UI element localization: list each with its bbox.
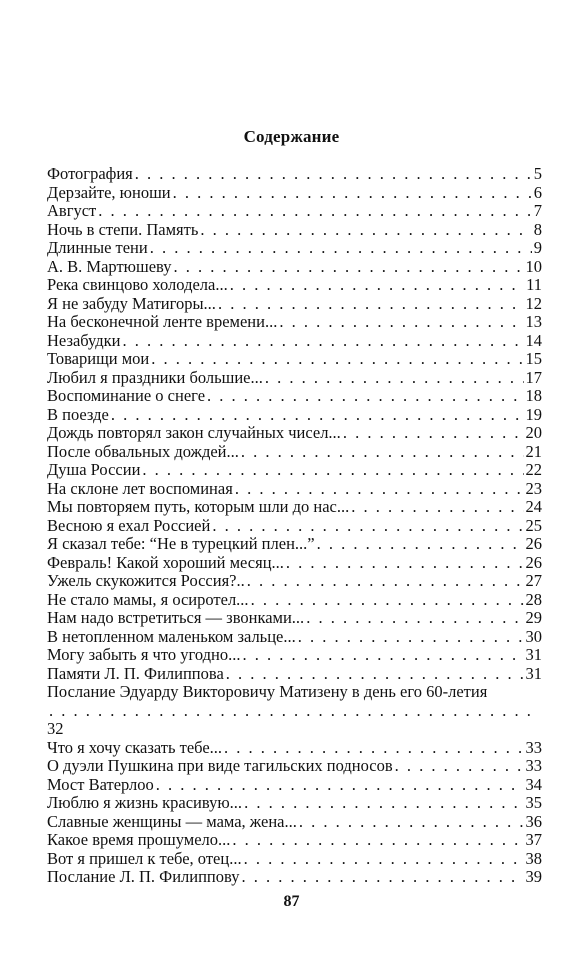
dot-leader bbox=[230, 276, 524, 295]
toc-entry bbox=[47, 554, 542, 573]
toc-entry-title: Не стало мамы, я осиротел... bbox=[47, 589, 249, 609]
dot-leader bbox=[135, 165, 532, 184]
toc-entry-title: Что я хочу сказать тебе... bbox=[47, 737, 223, 757]
toc-entry bbox=[47, 776, 542, 795]
toc-entry-page: 28 bbox=[525, 589, 542, 609]
toc-entry-page: 19 bbox=[525, 404, 542, 424]
toc-entry-title: Любил я праздники большие... bbox=[47, 367, 263, 387]
toc-heading: Содержание bbox=[243, 127, 340, 146]
toc-entry bbox=[47, 609, 542, 628]
toc-entry-page: 39 bbox=[525, 867, 542, 886]
dot-leader bbox=[247, 572, 524, 591]
toc-entry-title: Товарищи мои bbox=[47, 349, 150, 368]
dot-leader bbox=[244, 794, 523, 813]
toc-entry bbox=[47, 295, 542, 314]
toc-entry-page: 12 bbox=[525, 293, 542, 313]
dot-leader bbox=[218, 295, 524, 314]
toc-entry-page: 10 bbox=[525, 256, 542, 276]
toc-entry bbox=[47, 461, 542, 480]
toc-entry-title: Река свинцово холодела... bbox=[47, 275, 228, 294]
dot-leader bbox=[299, 813, 524, 832]
toc-entry-page: 24 bbox=[525, 497, 542, 516]
toc-entry-page: 18 bbox=[525, 386, 542, 405]
toc-entry bbox=[47, 313, 542, 332]
dot-leader bbox=[241, 443, 524, 462]
toc-entry bbox=[47, 868, 542, 887]
dot-leader bbox=[123, 332, 524, 351]
toc-entry-title: После обвальных дождей... bbox=[47, 441, 239, 461]
toc-entry-title: Послание Л. П. Филиппову bbox=[47, 867, 240, 886]
toc-entry-page: 36 bbox=[525, 811, 542, 831]
toc-entry-title: Август bbox=[47, 201, 97, 220]
toc-entry-page: 30 bbox=[525, 626, 542, 646]
toc-entry bbox=[47, 480, 542, 499]
toc-entry-page: 14 bbox=[525, 330, 542, 350]
dot-leader bbox=[242, 646, 523, 665]
toc-entry-title: Незабудки bbox=[47, 330, 121, 350]
toc-entry-title: Послание Эдуарду Викторовичу Матизену в день его 60-летия bbox=[47, 682, 488, 701]
dot-leader bbox=[98, 202, 531, 221]
toc-entry-page: 29 bbox=[525, 608, 542, 627]
toc-entry-page: 8 bbox=[533, 219, 542, 239]
toc-entry bbox=[47, 646, 542, 665]
dot-leader bbox=[207, 387, 523, 406]
dot-leader bbox=[395, 757, 524, 776]
toc-entry bbox=[47, 443, 542, 462]
toc-entry-title: Душа России bbox=[47, 460, 141, 479]
toc-entry-title: Могу забыть я что угодно... bbox=[47, 645, 241, 664]
toc-entry-page: 7 bbox=[533, 201, 542, 220]
dot-leader bbox=[351, 498, 523, 517]
dot-leader bbox=[151, 350, 523, 369]
toc-entry-title: Ночь в степи. Память bbox=[47, 219, 199, 239]
toc-entry bbox=[47, 387, 542, 406]
dot-leader bbox=[244, 850, 524, 869]
toc-entry-title: Какое время прошумело... bbox=[47, 830, 231, 849]
toc-entry-title: Мы повторяем путь, которым шли до нас... bbox=[47, 497, 350, 516]
toc-entry-page: 33 bbox=[525, 756, 542, 775]
dot-leader bbox=[265, 369, 524, 388]
toc-entry bbox=[47, 628, 542, 647]
dot-leader bbox=[235, 480, 524, 499]
dot-leader bbox=[174, 258, 524, 277]
toc-entry bbox=[47, 683, 542, 739]
toc-entry-title: Я сказал тебе: “Не в турецкий плен...” bbox=[47, 534, 315, 553]
table-of-contents bbox=[47, 165, 542, 887]
toc-entry bbox=[47, 813, 542, 832]
toc-entry-page: 34 bbox=[525, 774, 542, 794]
toc-entry-title: Славные женщины — мама, жена... bbox=[47, 811, 297, 831]
toc-entry-page: 13 bbox=[525, 312, 542, 331]
toc-entry-title: На бесконечной ленте времени... bbox=[47, 312, 278, 331]
toc-entry-title: Памяти Л. П. Филиппова bbox=[47, 663, 224, 683]
toc-entry bbox=[47, 221, 542, 240]
toc-entry-title: Февраль! Какой хороший месяц... bbox=[47, 552, 284, 572]
dot-leader bbox=[298, 628, 524, 647]
toc-entry-page: 35 bbox=[525, 793, 542, 812]
toc-entry-title: В поезде bbox=[47, 404, 109, 424]
toc-entry-page: 26 bbox=[525, 552, 542, 572]
dot-leader bbox=[343, 424, 524, 443]
dot-leader bbox=[251, 591, 524, 610]
toc-entry-page: 31 bbox=[525, 663, 542, 683]
toc-entry-page: 32 bbox=[47, 719, 64, 738]
page-number: 87 bbox=[283, 893, 300, 910]
toc-entry bbox=[47, 350, 542, 369]
toc-entry-title: Люблю я жизнь красивую... bbox=[47, 793, 243, 812]
dot-leader bbox=[232, 831, 523, 850]
toc-entry-page: 33 bbox=[525, 737, 542, 757]
toc-entry-title: В нетопленном маленьком зальце... bbox=[47, 626, 296, 646]
toc-entry bbox=[47, 591, 542, 610]
toc-entry bbox=[47, 424, 542, 443]
toc-entry bbox=[47, 572, 542, 591]
toc-entry bbox=[47, 406, 542, 425]
toc-entry-title: Воспоминание о снеге bbox=[47, 386, 206, 405]
toc-entry bbox=[47, 739, 542, 758]
toc-entry-title: Дождь повторял закон случайных чисел... bbox=[47, 423, 341, 442]
toc-entry-page: 31 bbox=[525, 645, 542, 664]
toc-entry bbox=[47, 258, 542, 277]
toc-entry-title: Дерзайте, юноши bbox=[47, 182, 171, 202]
dot-leader bbox=[142, 461, 523, 480]
toc-entry-page: 26 bbox=[525, 534, 542, 553]
toc-entry-title: Мост Ватерлоо bbox=[47, 774, 154, 794]
toc-entry-title: Я не забуду Матигоры... bbox=[47, 293, 216, 313]
toc-entry bbox=[47, 850, 542, 869]
toc-entry bbox=[47, 498, 542, 517]
dot-leader bbox=[150, 239, 532, 258]
toc-entry-page: 25 bbox=[525, 515, 542, 535]
toc-entry bbox=[47, 831, 542, 850]
toc-entry bbox=[47, 794, 542, 813]
toc-entry bbox=[47, 369, 542, 388]
toc-entry-title: Весною я ехал Россией bbox=[47, 515, 211, 535]
dot-leader bbox=[242, 868, 524, 887]
toc-entry-page: 9 bbox=[533, 238, 542, 257]
toc-entry-page: 23 bbox=[525, 478, 542, 498]
toc-entry-title: Длинные тени bbox=[47, 238, 148, 257]
toc-entry bbox=[47, 202, 542, 221]
toc-entry-page: 21 bbox=[525, 441, 542, 461]
toc-entry bbox=[47, 535, 542, 554]
toc-entry-page: 11 bbox=[526, 275, 542, 294]
dot-leader bbox=[317, 535, 524, 554]
toc-entry-page: 38 bbox=[525, 848, 542, 868]
toc-entry-title: А. В. Мартюшеву bbox=[47, 256, 172, 276]
dot-leader bbox=[226, 665, 524, 684]
toc-entry bbox=[47, 517, 542, 536]
toc-entry bbox=[47, 276, 542, 295]
toc-entry bbox=[47, 184, 542, 203]
toc-entry-title: Нам надо встретиться — звонками... bbox=[47, 608, 305, 627]
toc-entry-page: 5 bbox=[533, 164, 542, 183]
toc-entry-page: 17 bbox=[525, 367, 542, 387]
dot-leader bbox=[212, 517, 523, 536]
toc-entry-page: 15 bbox=[525, 349, 542, 368]
toc-entry-title: Фотография bbox=[47, 164, 133, 183]
dot-leader bbox=[173, 184, 532, 203]
dot-leader bbox=[49, 702, 540, 721]
toc-entry-title: О дуэли Пушкина при виде тагильских подносов bbox=[47, 756, 393, 775]
dot-leader bbox=[111, 406, 524, 425]
toc-entry-page: 37 bbox=[525, 830, 542, 849]
toc-entry-title: На склоне лет воспоминая bbox=[47, 478, 233, 498]
toc-entry-page: 6 bbox=[533, 182, 542, 202]
toc-entry-page: 22 bbox=[525, 460, 542, 479]
dot-leader bbox=[224, 739, 523, 758]
toc-entry-page: 27 bbox=[525, 571, 542, 590]
dot-leader bbox=[286, 554, 524, 573]
dot-leader bbox=[279, 313, 523, 332]
toc-entry bbox=[47, 757, 542, 776]
toc-entry bbox=[47, 332, 542, 351]
dot-leader bbox=[156, 776, 524, 795]
dot-leader bbox=[306, 609, 523, 628]
toc-entry bbox=[47, 239, 542, 258]
dot-leader bbox=[200, 221, 531, 240]
toc-entry-page: 20 bbox=[525, 423, 542, 442]
toc-entry-title: Вот я пришел к тебе, отец... bbox=[47, 848, 242, 868]
toc-entry bbox=[47, 165, 542, 184]
toc-entry bbox=[47, 665, 542, 684]
toc-entry-title: Ужель скукожится Россия?.. bbox=[47, 571, 245, 590]
